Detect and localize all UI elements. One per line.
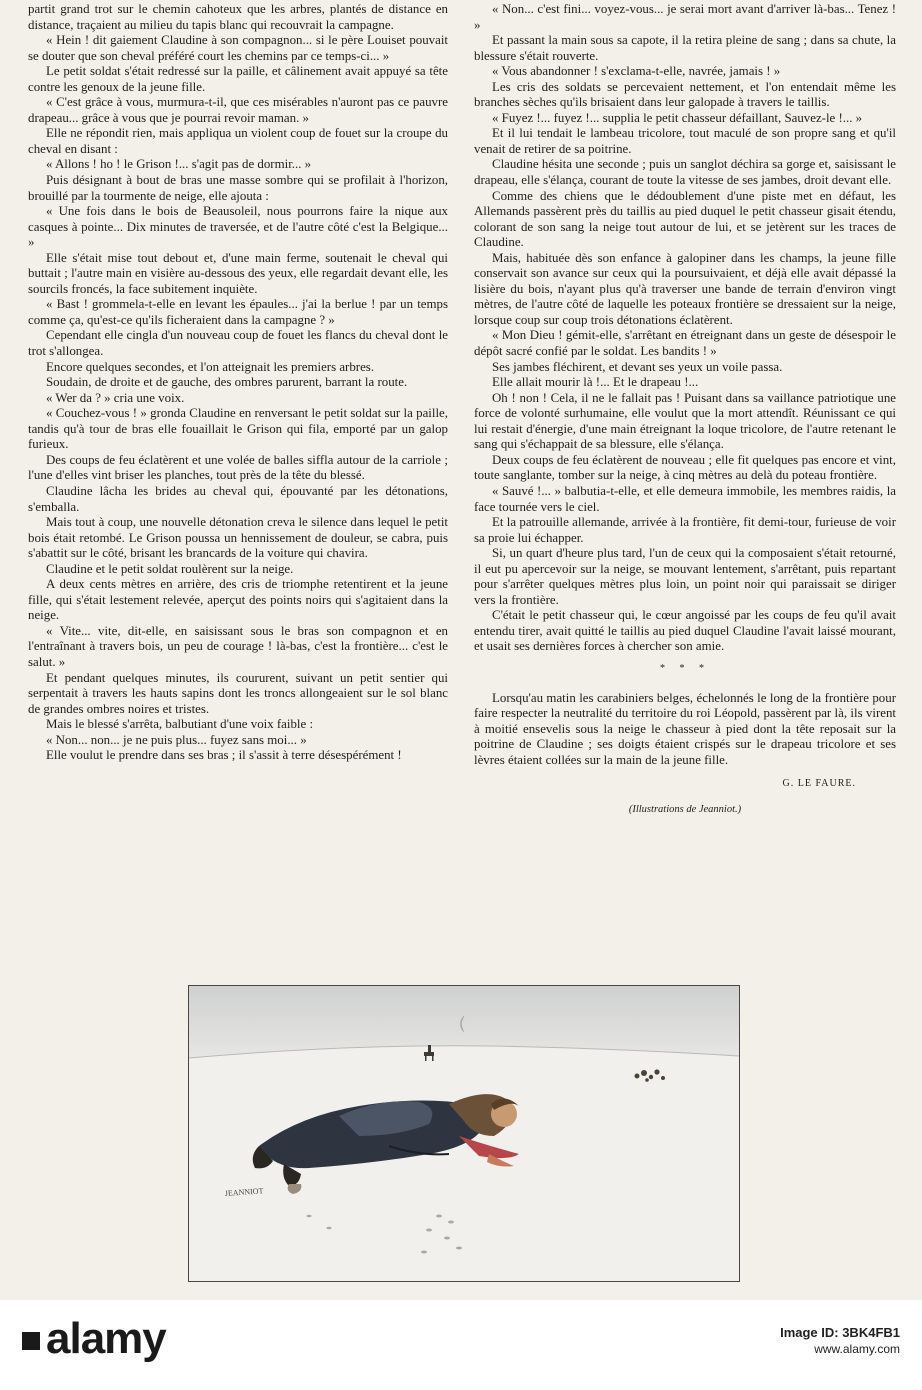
- snow-scene-drawing: [189, 986, 739, 1281]
- left-column-paragraph: « Allons ! ho ! le Grison !... s'agit pas de dormir... »: [46, 157, 312, 172]
- right-column-paragraph: « Sauvé !... » balbutia-t-elle, et elle demeura immobile, les membres raidis, la face tournée vers le ciel.: [474, 483, 896, 514]
- right-text-column: [474, 2, 896, 817]
- left-column-paragraph: « Une fois dans le bois de Beausoleil, nous pourrons faire la nique aux casques à pointe... Dix minutes de traversée, et de l'autre côté c'est la Belgique... »: [28, 204, 448, 250]
- left-column-paragraph: Elle voulut le prendre dans ses bras ; il s'assit à terre désespérément !: [46, 748, 402, 763]
- left-column-paragraph: Cependant elle cingla d'un nouveau coup de fouet les flancs du cheval dont le trot s'allongea.: [28, 328, 448, 359]
- image-id: Image ID: 3BK4FB1: [780, 1325, 900, 1340]
- left-column-paragraph: Claudine et le petit soldat roulèrent sur la neige.: [46, 561, 294, 576]
- right-column-paragraph: Deux coups de feu éclatèrent de nouveau ; elle fit quelques pas encore et vint, toute sanglante, tomber sur la neige, à cinq mètres au delà du poteau frontière.: [474, 452, 896, 483]
- right-column-paragraph: Et passant la main sous sa capote, il la retira pleine de sang ; dans sa chute, la blessure s'était rouverte.: [474, 33, 896, 63]
- right-column-paragraph: Ses jambes fléchirent, et devant ses yeux un voile passa.: [492, 359, 783, 374]
- right-column-paragraph: Comme des chiens que le dédoublement d'une piste met en défaut, les Allemands passèrent près du taillis au pied duquel le petit chasseur gisait étendu, colorant de son sang la neige tout autour de lui, et se jetèrent sur les traces de Claudine.: [474, 188, 896, 250]
- right-column-paragraph: Les cris des soldats se percevaient nettement, et l'on entendait même les branches sèches qu'ils brisaient dans leur galopade à travers le taillis.: [474, 79, 896, 110]
- right-column-paragraph: « Mon Dieu ! gémit-elle, s'arrêtant en étreignant dans un geste de désespoir le dépôt sacré confié par le soldat. Les bandits ! »: [474, 328, 896, 359]
- left-column-paragraph: Mais tout à coup, une nouvelle détonation creva le silence dans lequel le petit bois était retombé. Le Grison poussa un hennissement de douleur, se cabra, puis s'abattit sur le côté, brisant les brancards de la voiture qui chavira.: [28, 515, 448, 561]
- left-column-paragraph: Elle s'était mise tout debout et, d'une main ferme, soutenait le cheval qui buttait ; l'autre main en visière au-dessous des yeux, elle regardait devant elle, les sourcils froncés, la face subitement inquiète.: [28, 250, 448, 296]
- left-column-paragraph: « Hein ! dit gaiement Claudine à son compagnon... si le père Louiset pouvait se douter que son cheval préféré court les chemins par ce temps-ci... »: [28, 33, 448, 63]
- right-column-paragraph: Oh ! non ! Cela, il ne le fallait pas ! Puisant dans sa vaillance patriotique une force de volonté surhumaine, elle voulut que la mort attendît. Réunissant ce qui lui restait d'énergie, d'une main étreignant la loque tricolore, de l'autre retenant le sang qui s'échappait de sa blessure, elle s'élança.: [474, 390, 896, 452]
- left-text-column: [28, 2, 448, 764]
- left-column-paragraph: « Bast ! grommela-t-elle en levant les épaules... j'ai la berlue ! par un temps comme ça, qu'est-ce qu'ils ficheraient dans la campagne ? »: [28, 297, 448, 327]
- artist-signature: JEANNIOT: [224, 1186, 264, 1198]
- left-column-paragraph: Elle ne répondit rien, mais appliqua un violent coup de fouet sur la croupe du cheval en disant :: [28, 126, 448, 156]
- left-column-paragraph: Claudine lâcha les brides au cheval qui, épouvanté par les détonations, s'emballa.: [28, 483, 448, 514]
- stock-watermark-bar: [0, 1300, 922, 1390]
- left-column-paragraph: Des coups de feu éclatèrent et une volée de balles siffla autour de la carriole ; l'une d'elles vint briser les planches, tout près de la tête du blessé.: [28, 452, 448, 483]
- left-column-paragraph: partit grand trot sur le chemin cahoteux que les arbres, plantés de distance en distance, traçaient au milieu du tapis blanc qui recouvrait la campagne.: [28, 2, 448, 32]
- left-column-paragraph: « Wer da ? » cria une voix.: [46, 390, 185, 405]
- right-column-paragraph: Et la patrouille allemande, arrivée à la frontière, fit demi-tour, furieuse de voir sa proie lui échapper.: [474, 515, 896, 545]
- right-column-paragraph: Claudine hésita une seconde ; puis un sanglot déchira sa gorge et, saisissant le drapeau, elle s'élança, courant de toute la vitesse de ses jambes, droit devant elle.: [474, 157, 896, 188]
- left-column-paragraph: Et pendant quelques minutes, ils coururent, suivant un petit sentier qui serpentait à travers les hauts sapins dont les troncs allongeaient sur le sol blanc de grandes ombres noires et tristes.: [28, 670, 448, 716]
- left-column-paragraph: Encore quelques secondes, et l'on atteignait les premiers arbres.: [46, 359, 375, 374]
- alamy-logo: alamy: [46, 1314, 166, 1363]
- section-separator: * * *: [660, 662, 710, 674]
- stock-meta: [780, 1325, 900, 1357]
- left-column-paragraph: « C'est grâce à vous, murmura-t-il, que ces misérables n'auront pas ce pauvre drapeau... grâce à vous que je pourrai revoir maman. »: [28, 95, 448, 125]
- left-column-paragraph: Puis désignant à bout de bras une masse sombre qui se profilait à l'horizon, brouillé par la tourmente de neige, elle ajouta :: [28, 173, 448, 203]
- right-column-paragraph: « Fuyez !... fuyez !... supplia le petit chasseur défaillant, Sauvez-le !... »: [492, 110, 863, 125]
- left-column-paragraph: « Vite... vite, dit-elle, en saisissant sous le bras son compagnon et en l'entraînant à travers bois, un peu de courage ! là-bas, c'est la frontière... c'est le salut. »: [28, 623, 448, 669]
- right-column-paragraph: Et il lui tendait le lambeau tricolore, tout maculé de son propre sang et qu'il venait de retirer de sa poitrine.: [474, 126, 896, 156]
- right-column-paragraph: « Vous abandonner ! s'exclama-t-elle, navrée, jamais ! »: [492, 64, 781, 79]
- left-column-paragraph: A deux cents mètres en arrière, des cris de triomphe retentirent et la jeune fille, qui s'était lestement relevée, aperçut des points noirs qui s'agitaient dans la neige.: [28, 577, 448, 623]
- left-column-paragraph: « Couchez-vous ! » gronda Claudine en renversant le petit soldat sur la paille, tandis qu'à tour de bras elle fouaillait le Grison qui fila, emporté par un galop furieux.: [28, 406, 448, 452]
- left-column-paragraph: Mais le blessé s'arrêta, balbutiant d'une voix faible :: [46, 717, 314, 732]
- right-column-paragraph: Si, un quart d'heure plus tard, l'un de ceux qui la composaient s'était retourné, il eut pu apercevoir sur la neige, se mouvant lentement, s'arrêtant, puis repartant pour s'arrêter quelques mètres plus loin, un point noir qui paraissait se diriger vers la frontière.: [474, 546, 896, 607]
- engraving-illustration: [188, 985, 740, 1282]
- left-column-paragraph: Le petit soldat s'était redressé sur la paille, et câlinement avait appuyé sa tête contre les genoux de la jeune fille.: [28, 64, 448, 94]
- illustration-credit: (Illustrations de Jeanniot.): [628, 803, 742, 815]
- right-column-paragraph: « Non... c'est fini... voyez-vous... je serai mort avant d'arriver là-bas... Tenez ! »: [474, 2, 896, 32]
- right-column-paragraph: Elle allait mourir là !... Et le drapeau !...: [492, 375, 699, 390]
- right-column-paragraph: C'était le petit chasseur qui, le cœur angoissé par les coups de feu qu'il avait entendu tirer, avait quitté le taillis au pied duquel Claudine l'avait laissé mourant, et usait ses dernières forces à chercher son amie.: [474, 608, 896, 654]
- right-paragraphs: [474, 2, 896, 655]
- left-column-paragraph: Soudain, de droite et de gauche, des ombres parurent, barrant la route.: [46, 375, 408, 390]
- site-url: www.alamy.com: [814, 1342, 900, 1356]
- author-signature: G. LE FAURE.: [782, 778, 856, 790]
- left-column-paragraph: « Non... non... je ne puis plus... fuyez sans moi... »: [46, 732, 307, 747]
- alamy-logo-square: [22, 1332, 40, 1350]
- epilogue-paragraph: Lorsqu'au matin les carabiniers belges, échelonnés le long de la frontière pour faire respecter la neutralité du territoire du roi Léopold, passèrent par là, ils virent à moitié ensevelis sous la neige le chasseur à pied dont la tête reposait sur la poitrine de Claudine ; ses doigts étaient crispés sur le drapeau tricolore et ses lèvres étaient collées sur la main de la jeune fille.: [474, 690, 896, 767]
- right-column-paragraph: Mais, habituée dès son enfance à galopiner dans les champs, la jeune fille conservait son avance sur ceux qui la poursuivaient, et déjà elle avait dépassé la lisière du bois, n'ayant plus qu'à traverser une bande de terrain d'environ vingt mètres, de l'autre côté de laquelle les poteaux frontière se dressaient sur la neige, lorsque coup sur coup trois détonations éclatèrent.: [474, 250, 896, 327]
